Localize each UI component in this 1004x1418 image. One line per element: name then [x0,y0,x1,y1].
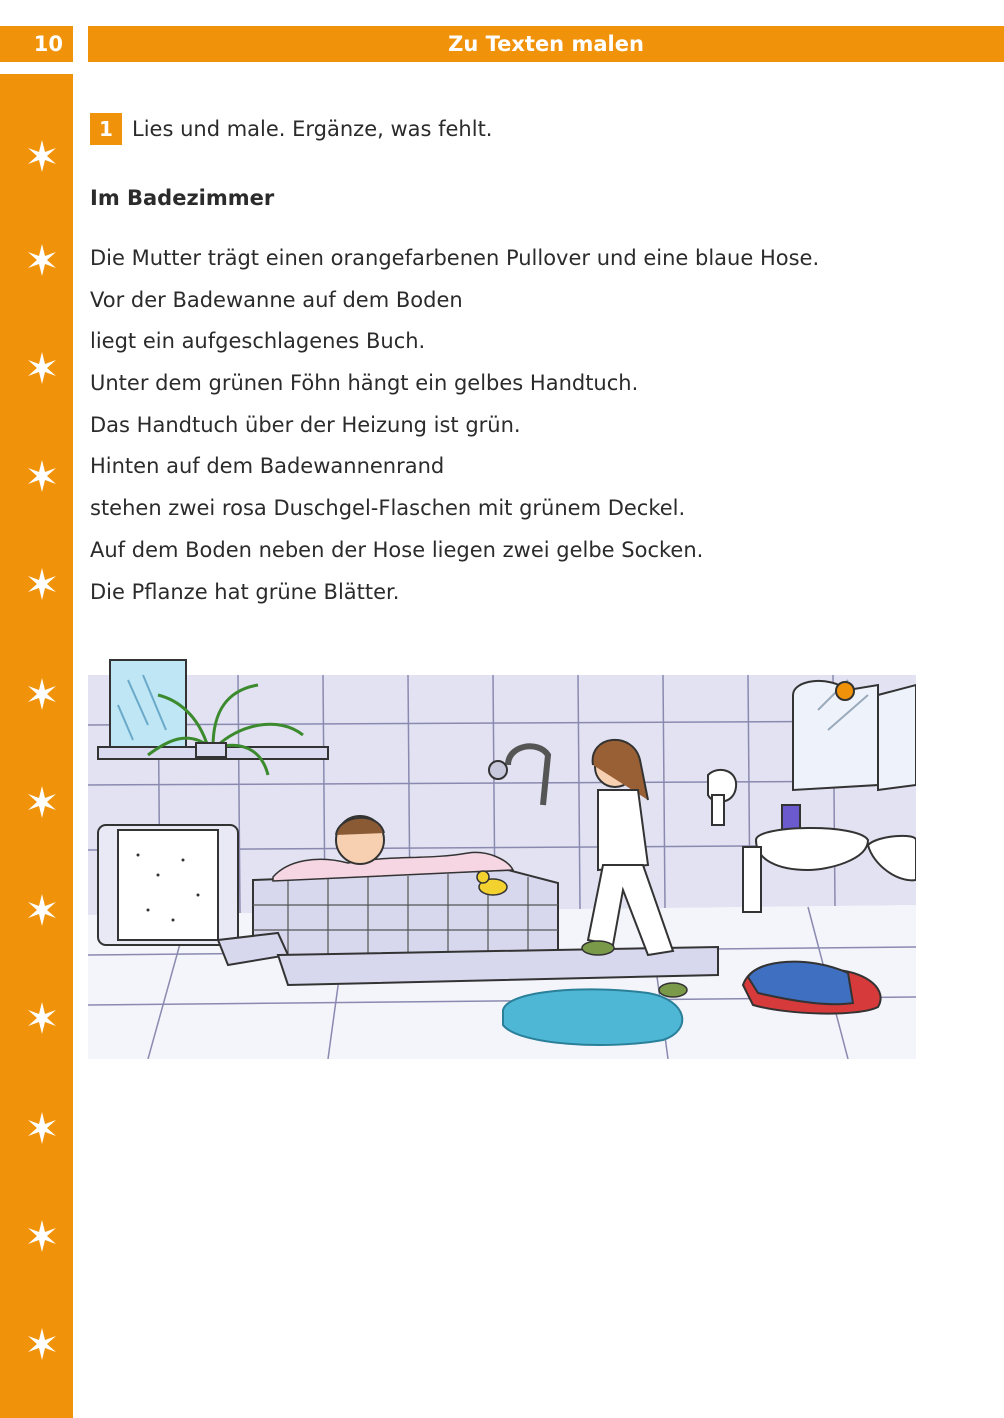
task-row [90,113,493,145]
page-header-title: Zu Texten malen [88,26,1004,62]
story-title: Im Badezimmer [90,186,275,210]
side-decoration-strip [0,74,73,1418]
story-line: Das Handtuch über der Heizung ist grün. [90,412,521,437]
star-icon [24,676,60,712]
star-icon [24,566,60,602]
star-icon [24,784,60,820]
star-icon [24,138,60,174]
story-line: Die Mutter trägt einen orangefarbenen Pullover und eine blaue Hose. [90,246,820,270]
star-icon [24,242,60,278]
page-number: 10 [0,26,73,62]
story-line: Auf dem Boden neben der Hose liegen zwei gelbe Socken. [90,537,704,562]
task-number-badge: 1 [90,113,122,145]
bathroom-illustration [88,655,916,1059]
story-text [90,238,950,613]
story-line: stehen zwei rosa Duschgel-Flaschen mit grünem Deckel. [90,496,686,521]
star-icon [24,1110,60,1146]
story-line: Hinten auf dem Badewannenrand [90,454,445,479]
star-icon [24,350,60,386]
star-icon [24,1218,60,1254]
star-icon [24,1326,60,1362]
star-icon [24,458,60,494]
star-icon [24,892,60,928]
story-line: Unter dem grünen Föhn hängt ein gelbes Handtuch. [90,371,639,396]
story-line: Die Pflanze hat grüne Blätter. [90,579,400,604]
story-line: Vor der Badewanne auf dem Boden [90,287,463,312]
task-instruction: Lies und male. Ergänze, was fehlt. [132,117,493,141]
star-icon [24,1000,60,1036]
story-line: liegt ein aufgeschlagenes Buch. [90,329,426,354]
